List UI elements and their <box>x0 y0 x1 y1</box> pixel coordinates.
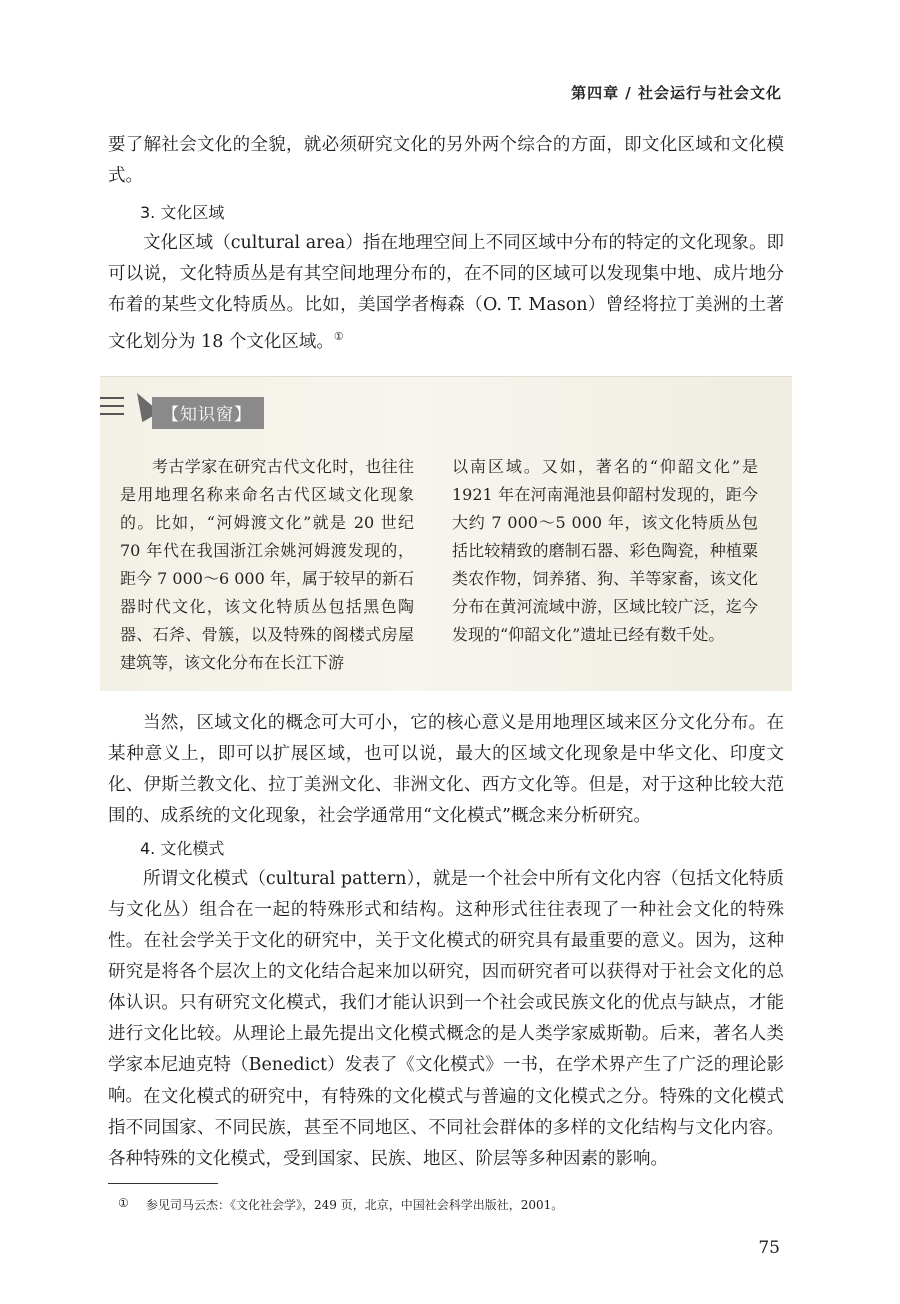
knowledge-window <box>100 376 792 691</box>
section-heading-4: 4. 文化模式 <box>140 839 225 858</box>
footnote-divider <box>108 1183 218 1184</box>
paragraph-intro: 要了解社会文化的全貌，就必须研究文化的另外两个综合的方面，即文化区域和文化模式。 <box>108 135 784 186</box>
knowledge-window-left-column: 考古学家在研究古代文化时，也往往是用地理名称来命名古代区域文化现象的。比如，“河姆渡文化”就是 20 世纪 70 年代在我国浙江余姚河姆渡发现的，距今 7 000～6 000 年，属于较早的新石器时代文化，该文化特质丛包括黑色陶器、石斧、骨簇，以及特殊的阁楼式房屋建筑等，该文化分布在长江下游 <box>120 457 414 672</box>
knowledge-window-right-column: 以南区域。又如，著名的“仰韶文化”是 1921 年在河南渑池县仰韶村发现的，距今大约 7 000～5 000 年，该文化特质丛包括比较精致的磨制石器、彩色陶瓷，种植粟类农作物，饲养猪、狗、羊等家畜，该文化分布在黄河流域中游，区域比较广泛，迄今发现的“仰韶文化”遗址已经有数千处。 <box>452 457 758 644</box>
knowledge-window-title: 【知识窗】 <box>152 397 264 429</box>
paragraph-cultural-pattern: 所谓文化模式（cultural pattern），就是一个社会中所有文化内容（包括文化特质与文化丛）组合在一起的特殊形式和结构。这种形式往往表现了一种社会文化的特殊性。在社会学关于文化的研究中，关于文化模式的研究具有最重要的意义。因为，这种研究是将各个层次上的文化结合起来加以研究，因而研究者可以获得对于社会文化的总体认识。只有研究文化模式，我们才能认识到一个社会或民族文化的优点与缺点，才能进行文化比较。从理论上最先提出文化模式概念的是人类学家威斯勒。后来，著名人类学家本尼迪克特（Benedict）发表了《文化模式》一书，在学术界产生了广泛的理论影响。 <box>108 869 784 1106</box>
paragraph-pattern-types: 在文化模式的研究中，有特殊的文化模式与普遍的文化模式之分。特殊的文化模式指不同国家、不同民族，甚至不同地区、不同社会群体的多样的文化结构与文化内容。各种特殊的文化模式，受到国家、民族、地区、阶层等多种因素的影响。 <box>108 1087 784 1169</box>
footnote-text: 参见司马云杰：《文化社会学》，249 页，北京，中国社会科学出版社，2001。 <box>146 1198 564 1212</box>
knowledge-window-bars-icon <box>100 397 126 421</box>
section-heading-3: 3. 文化区域 <box>140 203 225 222</box>
paragraph-regional-culture: 当然，区域文化的概念可大可小，它的核心意义是用地理区域来区分文化分布。在某种意义上，即可以扩展区域，也可以说，最大的区域文化现象是中华文化、印度文化、伊斯兰教文化、拉丁美洲文化、非洲文化、西方文化等。但是，对于这种比较大范围的、成系统的文化现象，社会学通常用“文化模式”概念来分析研究。 <box>108 713 784 826</box>
page-number: 75 <box>758 1238 780 1258</box>
paragraph-cultural-area: 文化区域（cultural area）指在地理空间上不同区域中分布的特定的文化现象。即可以说，文化特质丛是有其空间地理分布的，在不同的区域可以发现集中地、成片地分布着的某些文化特质丛。比如，美国学者梅森（O. T. Mason）曾经将拉丁美洲的土著文化划分为 18 个文化区域。① <box>108 233 784 352</box>
footnote-reference: ① <box>333 330 344 343</box>
chapter-header: 第四章 / 社会运行与社会文化 <box>571 84 782 102</box>
footnote-mark: ① <box>118 1196 129 1210</box>
